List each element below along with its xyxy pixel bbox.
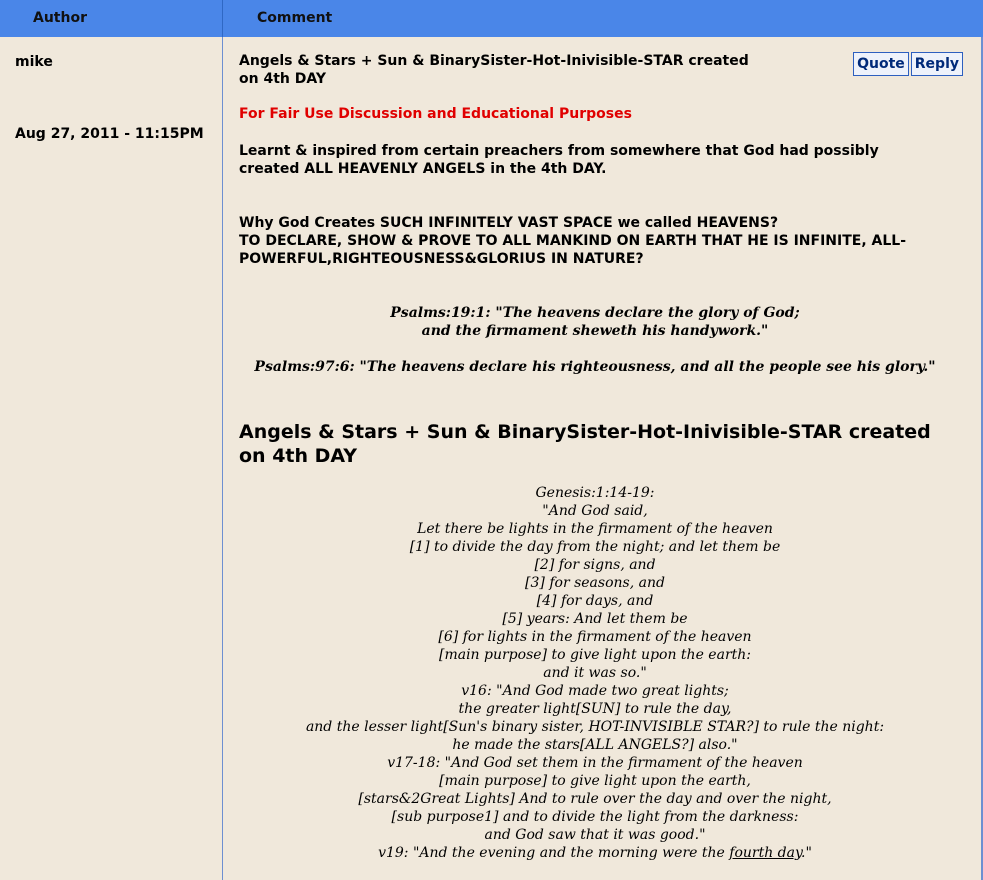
genesis-line: [main purpose] to give light upon the earth, <box>439 773 751 789</box>
answer-line: TO DECLARE, SHOW & PROVE TO ALL MANKIND ON EARTH THAT HE IS INFINITE, ALL-POWERFUL,RIGHTEOUSNESS&GLORIUS IN NATURE? <box>239 233 907 267</box>
psalm-quote-2: Psalms:97:6: "The heavens declare his righteousness, and all the people see his glory." <box>254 359 936 375</box>
genesis-last-suffix: ." <box>801 845 812 861</box>
genesis-quote <box>239 484 951 862</box>
post-date: Aug 27, 2011 - 11:15PM <box>15 126 204 142</box>
genesis-line: [stars&2Great Lights] And to rule over the day and over the night, <box>358 791 832 807</box>
intro-paragraph: Learnt & inspired from certain preachers from somewhere that God had possibly created ALL HEAVENLY ANGELS in the 4th DAY. <box>239 143 879 177</box>
psalm-quote-1 <box>239 304 951 340</box>
genesis-line: Let there be lights in the firmament of the heaven <box>417 521 773 537</box>
genesis-line: Genesis:1:14-19: <box>535 485 655 501</box>
genesis-line: v17-18: "And God set them in the firmament of the heaven <box>387 755 803 771</box>
quote-button[interactable]: Quote <box>853 52 909 76</box>
genesis-line: [sub purpose1] and to divide the light from the darkness: <box>391 809 799 825</box>
genesis-last-prefix: v19: "And the evening and the morning were the <box>378 845 730 861</box>
genesis-line: and the lesser light[Sun's binary sister, HOT-INVISIBLE STAR?] to rule the night: <box>305 719 885 735</box>
genesis-line: [4] for days, and <box>536 593 654 609</box>
genesis-line: [1] to divide the day from the night; and let them be <box>409 539 781 555</box>
table-header <box>0 0 983 37</box>
genesis-line: [2] for signs, and <box>534 557 656 573</box>
post-actions <box>853 52 963 76</box>
comment-cell <box>223 37 983 880</box>
question-line: Why God Creates SUCH INFINITELY VAST SPACE we called HEAVENS? <box>239 215 779 231</box>
author-name[interactable]: mike <box>15 54 53 70</box>
genesis-line: [6] for lights in the firmament of the heaven <box>438 629 752 645</box>
comment-header-label: Comment <box>257 10 333 26</box>
genesis-line: he made the stars[ALL ANGELS?] also." <box>452 737 738 753</box>
genesis-line: [main purpose] to give light upon the earth: <box>438 647 751 663</box>
psalm-line: Psalms:19:1: "The heavens declare the glory of God; <box>390 305 800 321</box>
section-heading: Angels & Stars + Sun & BinarySister-Hot-Inivisible-STAR created on 4th DAY <box>239 421 931 467</box>
author-header-label: Author <box>33 10 87 26</box>
author-cell <box>0 37 223 880</box>
genesis-line: and God saw that it was good." <box>484 827 706 843</box>
psalm-line: and the firmament sheweth his handywork." <box>421 323 769 339</box>
genesis-line: "And God said, <box>542 503 648 519</box>
genesis-line: the greater light[SUN] to rule the day, <box>458 701 732 717</box>
genesis-line-last <box>239 844 951 862</box>
genesis-line: [3] for seasons, and <box>525 575 665 591</box>
author-column-header <box>0 0 223 37</box>
comment-column-header <box>223 0 983 37</box>
question-paragraph <box>239 214 939 268</box>
post-title: Angels & Stars + Sun & BinarySister-Hot-Inivisible-STAR created on 4th DAY <box>239 53 749 87</box>
fourth-day-underline: fourth day <box>729 845 802 861</box>
genesis-line: and it was so." <box>543 665 647 681</box>
reply-button[interactable]: Reply <box>911 52 963 76</box>
genesis-line: v16: "And God made two great lights; <box>461 683 729 699</box>
genesis-line: [5] years: And let them be <box>502 611 688 627</box>
fair-use-disclaimer: For Fair Use Discussion and Educational Purposes <box>239 106 632 122</box>
